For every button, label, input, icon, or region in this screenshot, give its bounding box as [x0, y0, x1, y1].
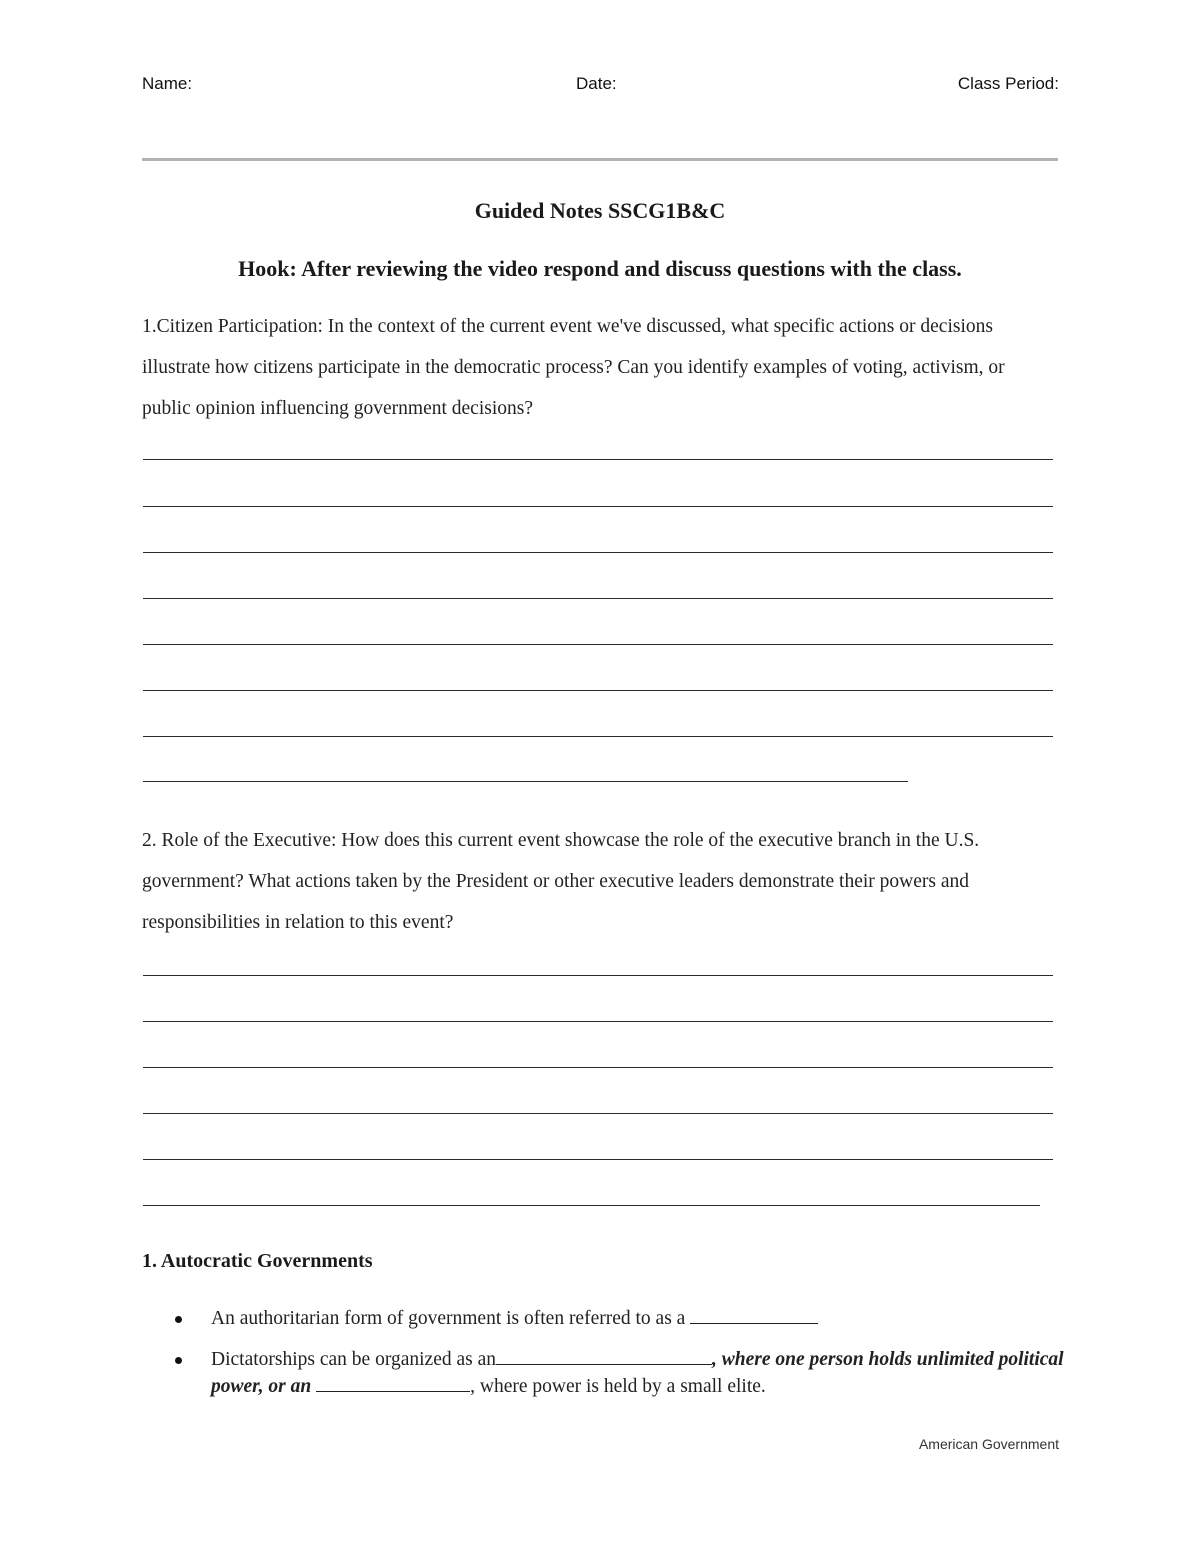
- bullet-2-text-a: Dictatorships can be organized as an: [211, 1349, 496, 1370]
- answer-line[interactable]: [143, 552, 1053, 553]
- bullet-icon: [175, 1357, 182, 1364]
- fill-in-blank[interactable]: [690, 1305, 818, 1324]
- footer-label: American Government: [918, 1436, 1059, 1452]
- bullet-2-text-b: , where one person holds unlimited political power, or an: [211, 1349, 1064, 1397]
- answer-line[interactable]: [143, 1159, 1053, 1160]
- answer-line[interactable]: [143, 598, 1053, 599]
- answer-line[interactable]: [143, 736, 1053, 737]
- answer-line[interactable]: [143, 1021, 1053, 1022]
- question-2: 2. Role of the Executive: How does this current event showcase the role of the executive branch in the U.S. government? What actions taken by the President or other executive leaders demonstrate their powers and responsibilities in relation to this event?: [142, 830, 980, 933]
- answer-line[interactable]: [143, 644, 1053, 645]
- section-heading: 1. Autocratic Governments: [142, 1250, 373, 1272]
- date-label: Date:: [576, 74, 617, 93]
- answer-line[interactable]: [143, 459, 1053, 460]
- bullet-item-2: [211, 1346, 1071, 1400]
- header-divider: [142, 158, 1058, 161]
- bullet-1-text: An authoritarian form of government is often referred to as a: [211, 1308, 686, 1329]
- name-label: Name:: [142, 74, 193, 93]
- bullet-icon: [175, 1316, 182, 1323]
- hook-instruction: Hook: After reviewing the video respond and discuss questions with the class.: [238, 256, 962, 281]
- answer-line[interactable]: [143, 1067, 1053, 1068]
- fill-in-blank[interactable]: [316, 1373, 470, 1392]
- bullet-item-1: [211, 1305, 1071, 1332]
- page-title: Guided Notes SSCG1B&C: [474, 198, 726, 223]
- answer-line[interactable]: [143, 690, 1053, 691]
- class-period-label: Class Period:: [957, 74, 1059, 93]
- answer-line[interactable]: [143, 781, 908, 782]
- answer-line[interactable]: [143, 975, 1053, 976]
- answer-line[interactable]: [143, 1205, 1040, 1206]
- bullet-2-text-c: , where power is held by a small elite.: [470, 1376, 766, 1397]
- fill-in-blank[interactable]: [496, 1346, 712, 1365]
- answer-line[interactable]: [143, 1113, 1053, 1114]
- question-1: 1.Citizen Participation: In the context of the current event we've discussed, what specific actions or decisions illustrate how citizens participate in the democratic process? Can you identify examples of voting, activism, or public opinion influencing government decisions?: [142, 316, 1005, 419]
- answer-line[interactable]: [143, 506, 1053, 507]
